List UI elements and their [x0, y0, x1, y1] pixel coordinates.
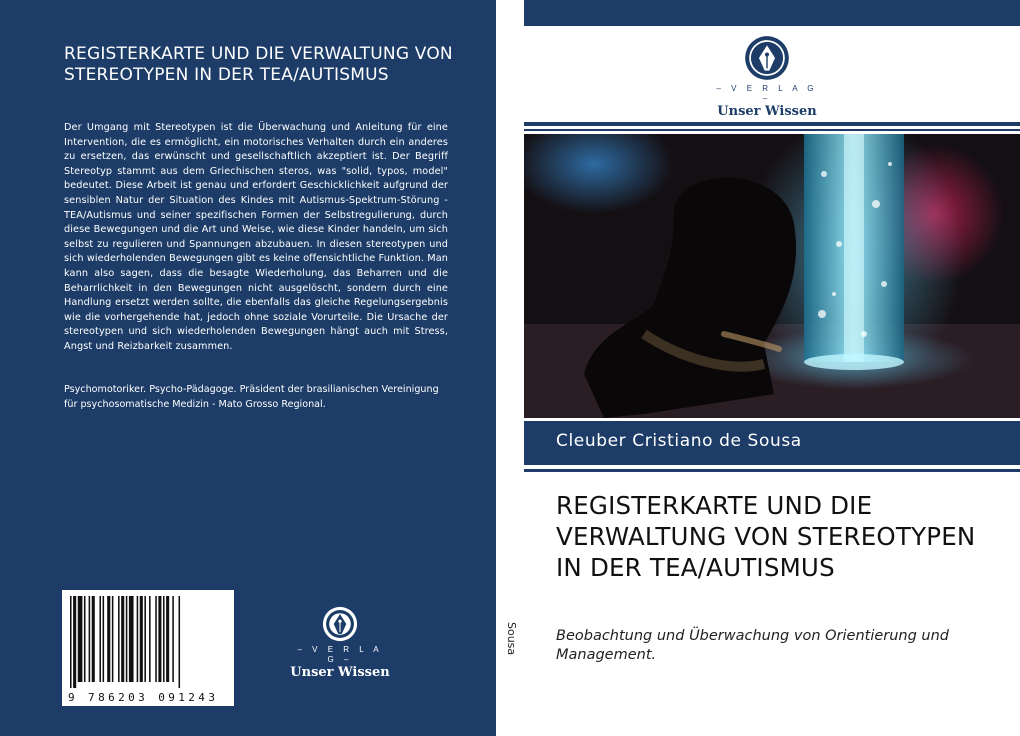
barcode-bar — [92, 596, 95, 682]
front-cover-title: REGISTERKARTE UND DIE VERWALTUNG VON STEREOTYPEN IN DER TEA/AUTISMUS — [556, 491, 976, 582]
publisher-name: Unser Wissen — [717, 104, 817, 119]
barcode-bar — [121, 596, 124, 682]
barcode-bar — [70, 596, 72, 688]
back-cover-title: REGISTERKARTE UND DIE VERWALTUNG VON STEREOTYPEN IN DER TEA/AUTISMUS — [64, 44, 453, 85]
barcode-bar — [126, 596, 128, 682]
barcode-bar — [144, 596, 146, 682]
barcode-bar — [149, 596, 151, 682]
barcode-bar — [140, 596, 143, 682]
barcode-bar — [99, 596, 101, 682]
publisher-verlag-label: – V E R L A G – — [716, 84, 818, 103]
front-cover-author: Cleuber Cristiano de Sousa — [556, 431, 802, 451]
fountain-pen-nib-icon — [744, 35, 790, 81]
publisher-logo-back — [290, 606, 390, 680]
barcode-bars — [66, 596, 230, 688]
isbn-digits: 9 786203 091243 — [68, 691, 219, 704]
barcode-bar — [84, 596, 86, 682]
barcode-bar — [78, 596, 83, 682]
back-cover-blurb: Der Umgang mit Stereotypen ist die Überwachung und Anleitung für eine Intervention, die es ermöglicht, ein motorisches Verhalten durch ein anderes zu ersetzen, das erwünscht und gesellschaftlich akzeptiert ist. Der Begriff Stereotyp stammt aus dem Griechischen steros, was "solid, typos, model" bedeutet. Diese Arbeit ist genau und erfordert Geschicklichkeit aufgrund der sensiblen Natur der Situation des Kindes mit Autismus-Spektrum-Störung - TEA/Autismus und seiner spezifischen Formen der Selbstregulierung, durch diese Bewegungen und die Art und Weise, wie diese Kinder handeln, um sich selbst zu regulieren und Spannungen abzubauen. In diesen stereotypen und sich wiederholenden Bewegungen gibt es keine offensichtliche Funktion. Man kann also sagen, dass die besagte Wiederholung, das Beharren und die Beharrlichkeit in den Bewegungen nicht ausgelöscht, sondern durch eine Handlung ersetzt werden sollte, die ebenfalls das gleiche Regelungsergebnis wie die vorhergehende hat, jedoch ohne soziale Vorurteile. Die Ursache der stereotypen und sich wiederholenden Bewegungen hängt auch mit Stress, Angst und Reizbarkeit zusammen. — [64, 122, 448, 352]
barcode-bar — [129, 596, 134, 682]
barcode-bar — [158, 596, 161, 682]
publisher-name: Unser Wissen — [290, 665, 390, 680]
barcode-bar — [163, 596, 165, 682]
barcode-bar — [89, 596, 91, 682]
barcode-bar — [103, 596, 105, 682]
barcode-bar — [73, 596, 76, 688]
divider-rule — [524, 122, 1020, 126]
back-cover — [0, 0, 496, 736]
barcode-bar — [137, 596, 139, 682]
barcode-bar — [172, 596, 174, 682]
author-bio: Psychomotoriker. Psycho-Pädagoge. Präsident der brasilianischen Vereinigung für psychosomatische Medizin - Mato Grosso Regional. — [64, 384, 439, 410]
fountain-pen-nib-icon — [322, 606, 358, 642]
publisher-verlag-label: – V E R L A G – — [297, 645, 383, 664]
front-cover-subtitle: Beobachtung und Überwachung von Orientierung und Management. — [556, 628, 950, 663]
cover-photo — [524, 134, 1020, 418]
cover-photo-illustration — [524, 134, 1020, 418]
divider-rule — [524, 469, 1020, 472]
barcode-bar — [112, 596, 114, 682]
barcode-bar — [118, 596, 120, 682]
barcode-bar — [179, 596, 181, 688]
author-band — [524, 421, 1020, 465]
spine-author: Sousa — [505, 622, 518, 656]
barcode-bar — [166, 596, 169, 682]
front-top-band — [524, 0, 1020, 26]
barcode-bar — [107, 596, 110, 682]
divider-rule — [524, 129, 1020, 131]
barcode-bar — [155, 596, 157, 682]
publisher-logo-front — [713, 35, 821, 119]
isbn-barcode — [62, 590, 234, 706]
